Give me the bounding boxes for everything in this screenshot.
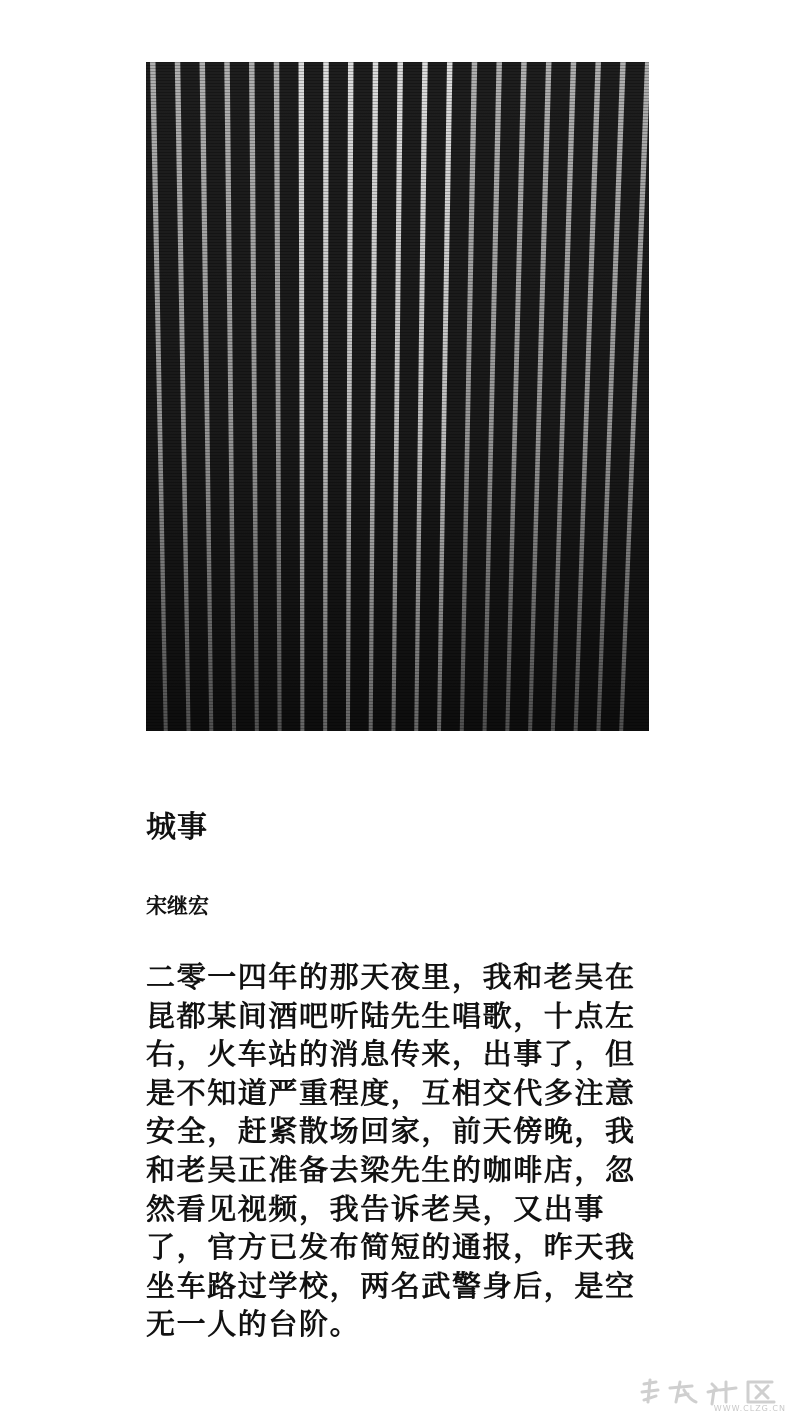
photo-graphic bbox=[146, 62, 649, 731]
site-watermark bbox=[636, 1376, 792, 1416]
poem-title: 城事 bbox=[146, 810, 208, 845]
striped-light-photo bbox=[146, 62, 649, 731]
poem-body: 二零一四年的那天夜里，我和老吴在昆都某间酒吧听陆先生唱歌，十点左右，火车站的消息传来，出事了，但是不知道严重程度，互相交代多注意安全，赶紧散场回家，前天傍晚，我和老吴正准备去梁先生的咖啡店，忽然看见视频，我告诉老吴，又出事了，官方已发布简短的通报，昨天我坐车路过学校，两名武警身后，是空无一人的台阶。 bbox=[146, 960, 636, 1342]
poem-author: 宋继宏 bbox=[146, 893, 209, 918]
watermark-url: WWW.CLZG.CN bbox=[713, 1404, 786, 1413]
watermark-logo bbox=[636, 1376, 792, 1406]
